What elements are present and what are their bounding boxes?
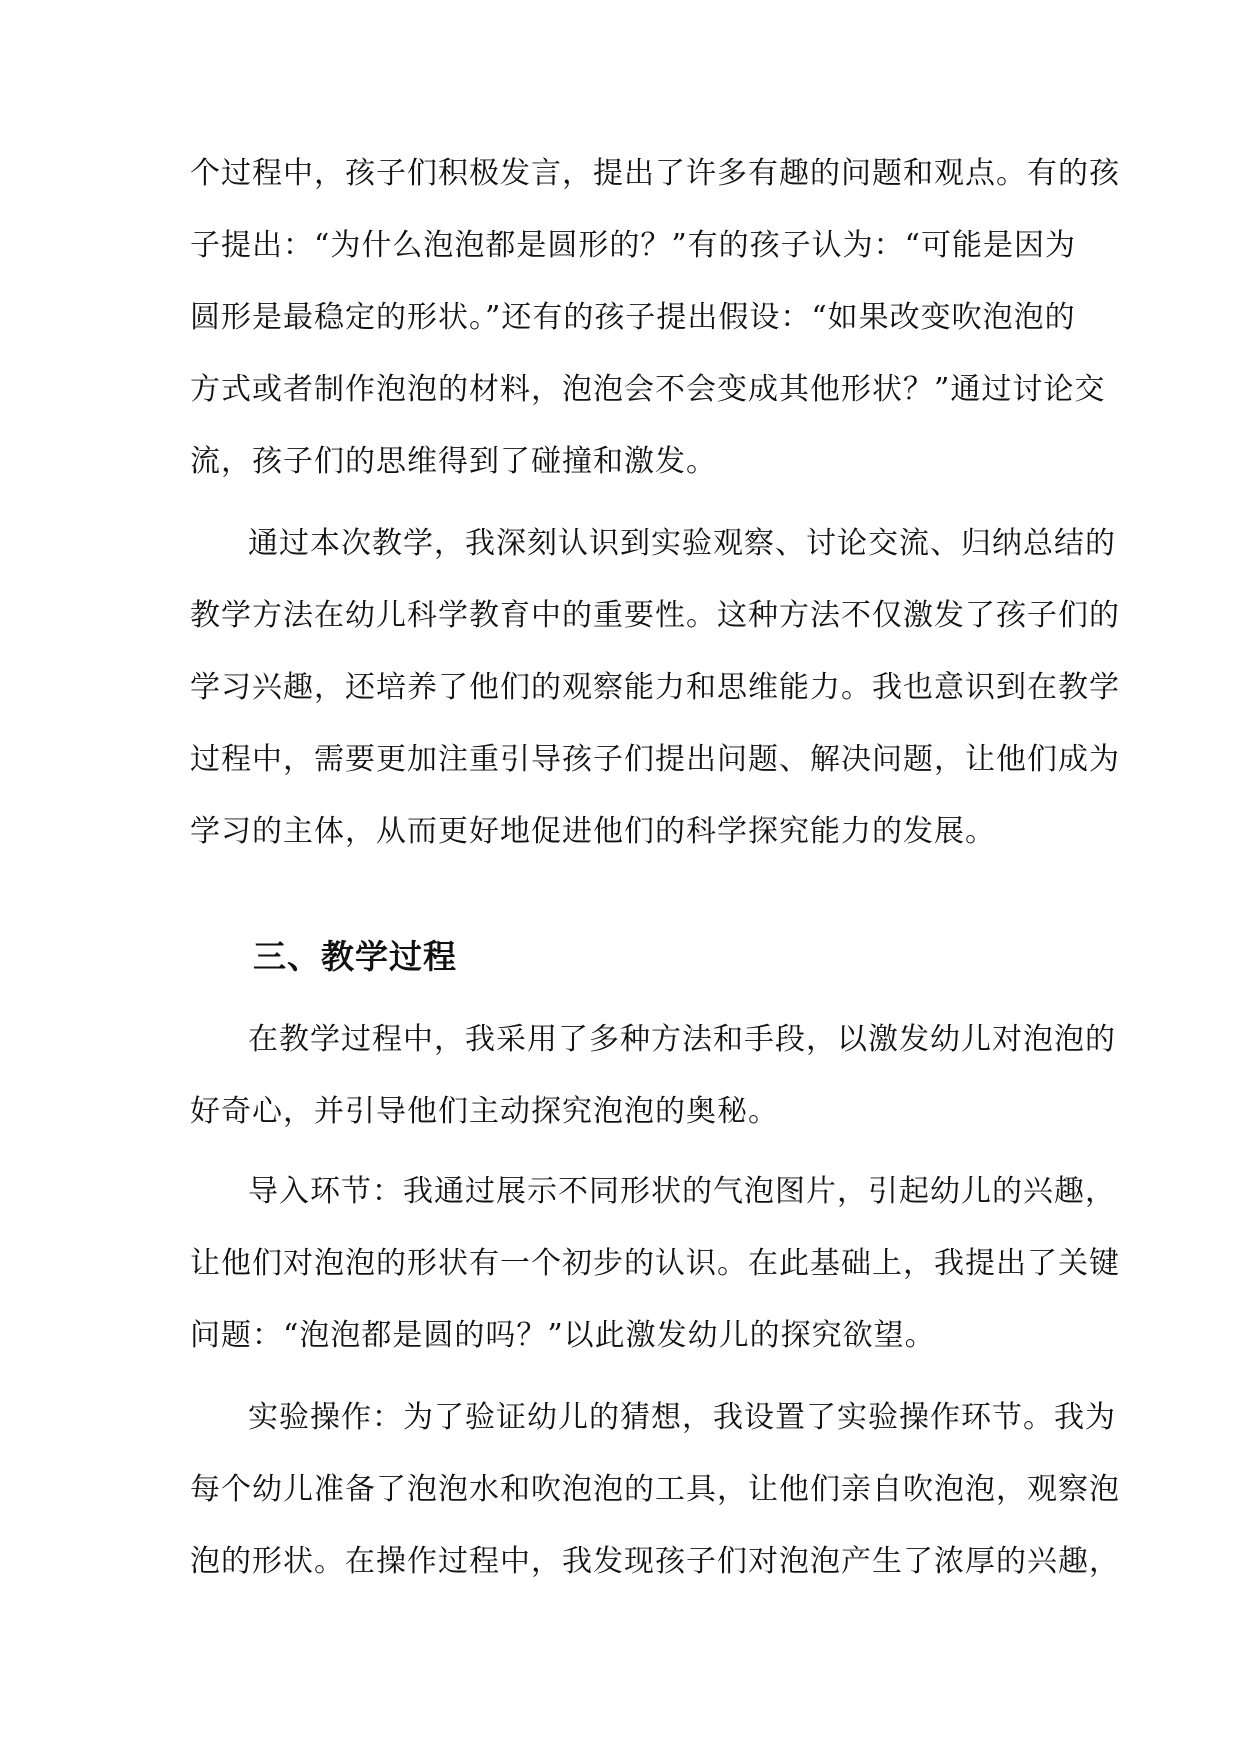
paragraph-line: 问题：“泡泡都是圆的吗？”以此激发幼儿的探究欲望。	[190, 1318, 936, 1353]
paragraph-line: 导入环节：我通过展示不同形状的气泡图片，引起幼儿的兴趣，	[248, 1174, 1116, 1209]
paragraph-line: 好奇心，并引导他们主动探究泡泡的奥秘。	[190, 1094, 779, 1129]
paragraph-line: 泡的形状。在操作过程中，我发现孩子们对泡泡产生了浓厚的兴趣，	[190, 1544, 1120, 1579]
paragraph-line: 在教学过程中，我采用了多种方法和手段，以激发幼儿对泡泡的	[248, 1022, 1116, 1057]
paragraph-line: 个过程中，孩子们积极发言，提出了许多有趣的问题和观点。有的孩	[190, 156, 1120, 191]
section-heading: 三、教学过程	[253, 937, 457, 976]
paragraph-line: 每个幼儿准备了泡泡水和吹泡泡的工具，让他们亲自吹泡泡，观察泡	[190, 1472, 1120, 1507]
paragraph-line: 通过本次教学，我深刻认识到实验观察、讨论交流、归纳总结的	[248, 526, 1116, 561]
paragraph-line: 方式或者制作泡泡的材料，泡泡会不会变成其他形状？”通过讨论交	[190, 372, 1106, 407]
paragraph-line: 子提出：“为什么泡泡都是圆形的？”有的孩子认为：“可能是因为	[190, 228, 1077, 263]
paragraph-line: 学习兴趣，还培养了他们的观察能力和思维能力。我也意识到在教学	[190, 670, 1120, 705]
paragraph-line: 学习的主体，从而更好地促进他们的科学探究能力的发展。	[190, 814, 996, 849]
paragraph-line: 教学方法在幼儿科学教育中的重要性。这种方法不仅激发了孩子们的	[190, 598, 1120, 633]
paragraph-line: 过程中，需要更加注重引导孩子们提出问题、解决问题，让他们成为	[190, 742, 1120, 777]
paragraph-line: 实验操作：为了验证幼儿的猜想，我设置了实验操作环节。我为	[248, 1400, 1116, 1435]
paragraph-line: 圆形是最稳定的形状。”还有的孩子提出假设：“如果改变吹泡泡的	[190, 300, 1076, 335]
paragraph-line: 让他们对泡泡的形状有一个初步的认识。在此基础上，我提出了关键	[190, 1246, 1120, 1281]
paragraph-line: 流，孩子们的思维得到了碰撞和激发。	[190, 444, 717, 479]
